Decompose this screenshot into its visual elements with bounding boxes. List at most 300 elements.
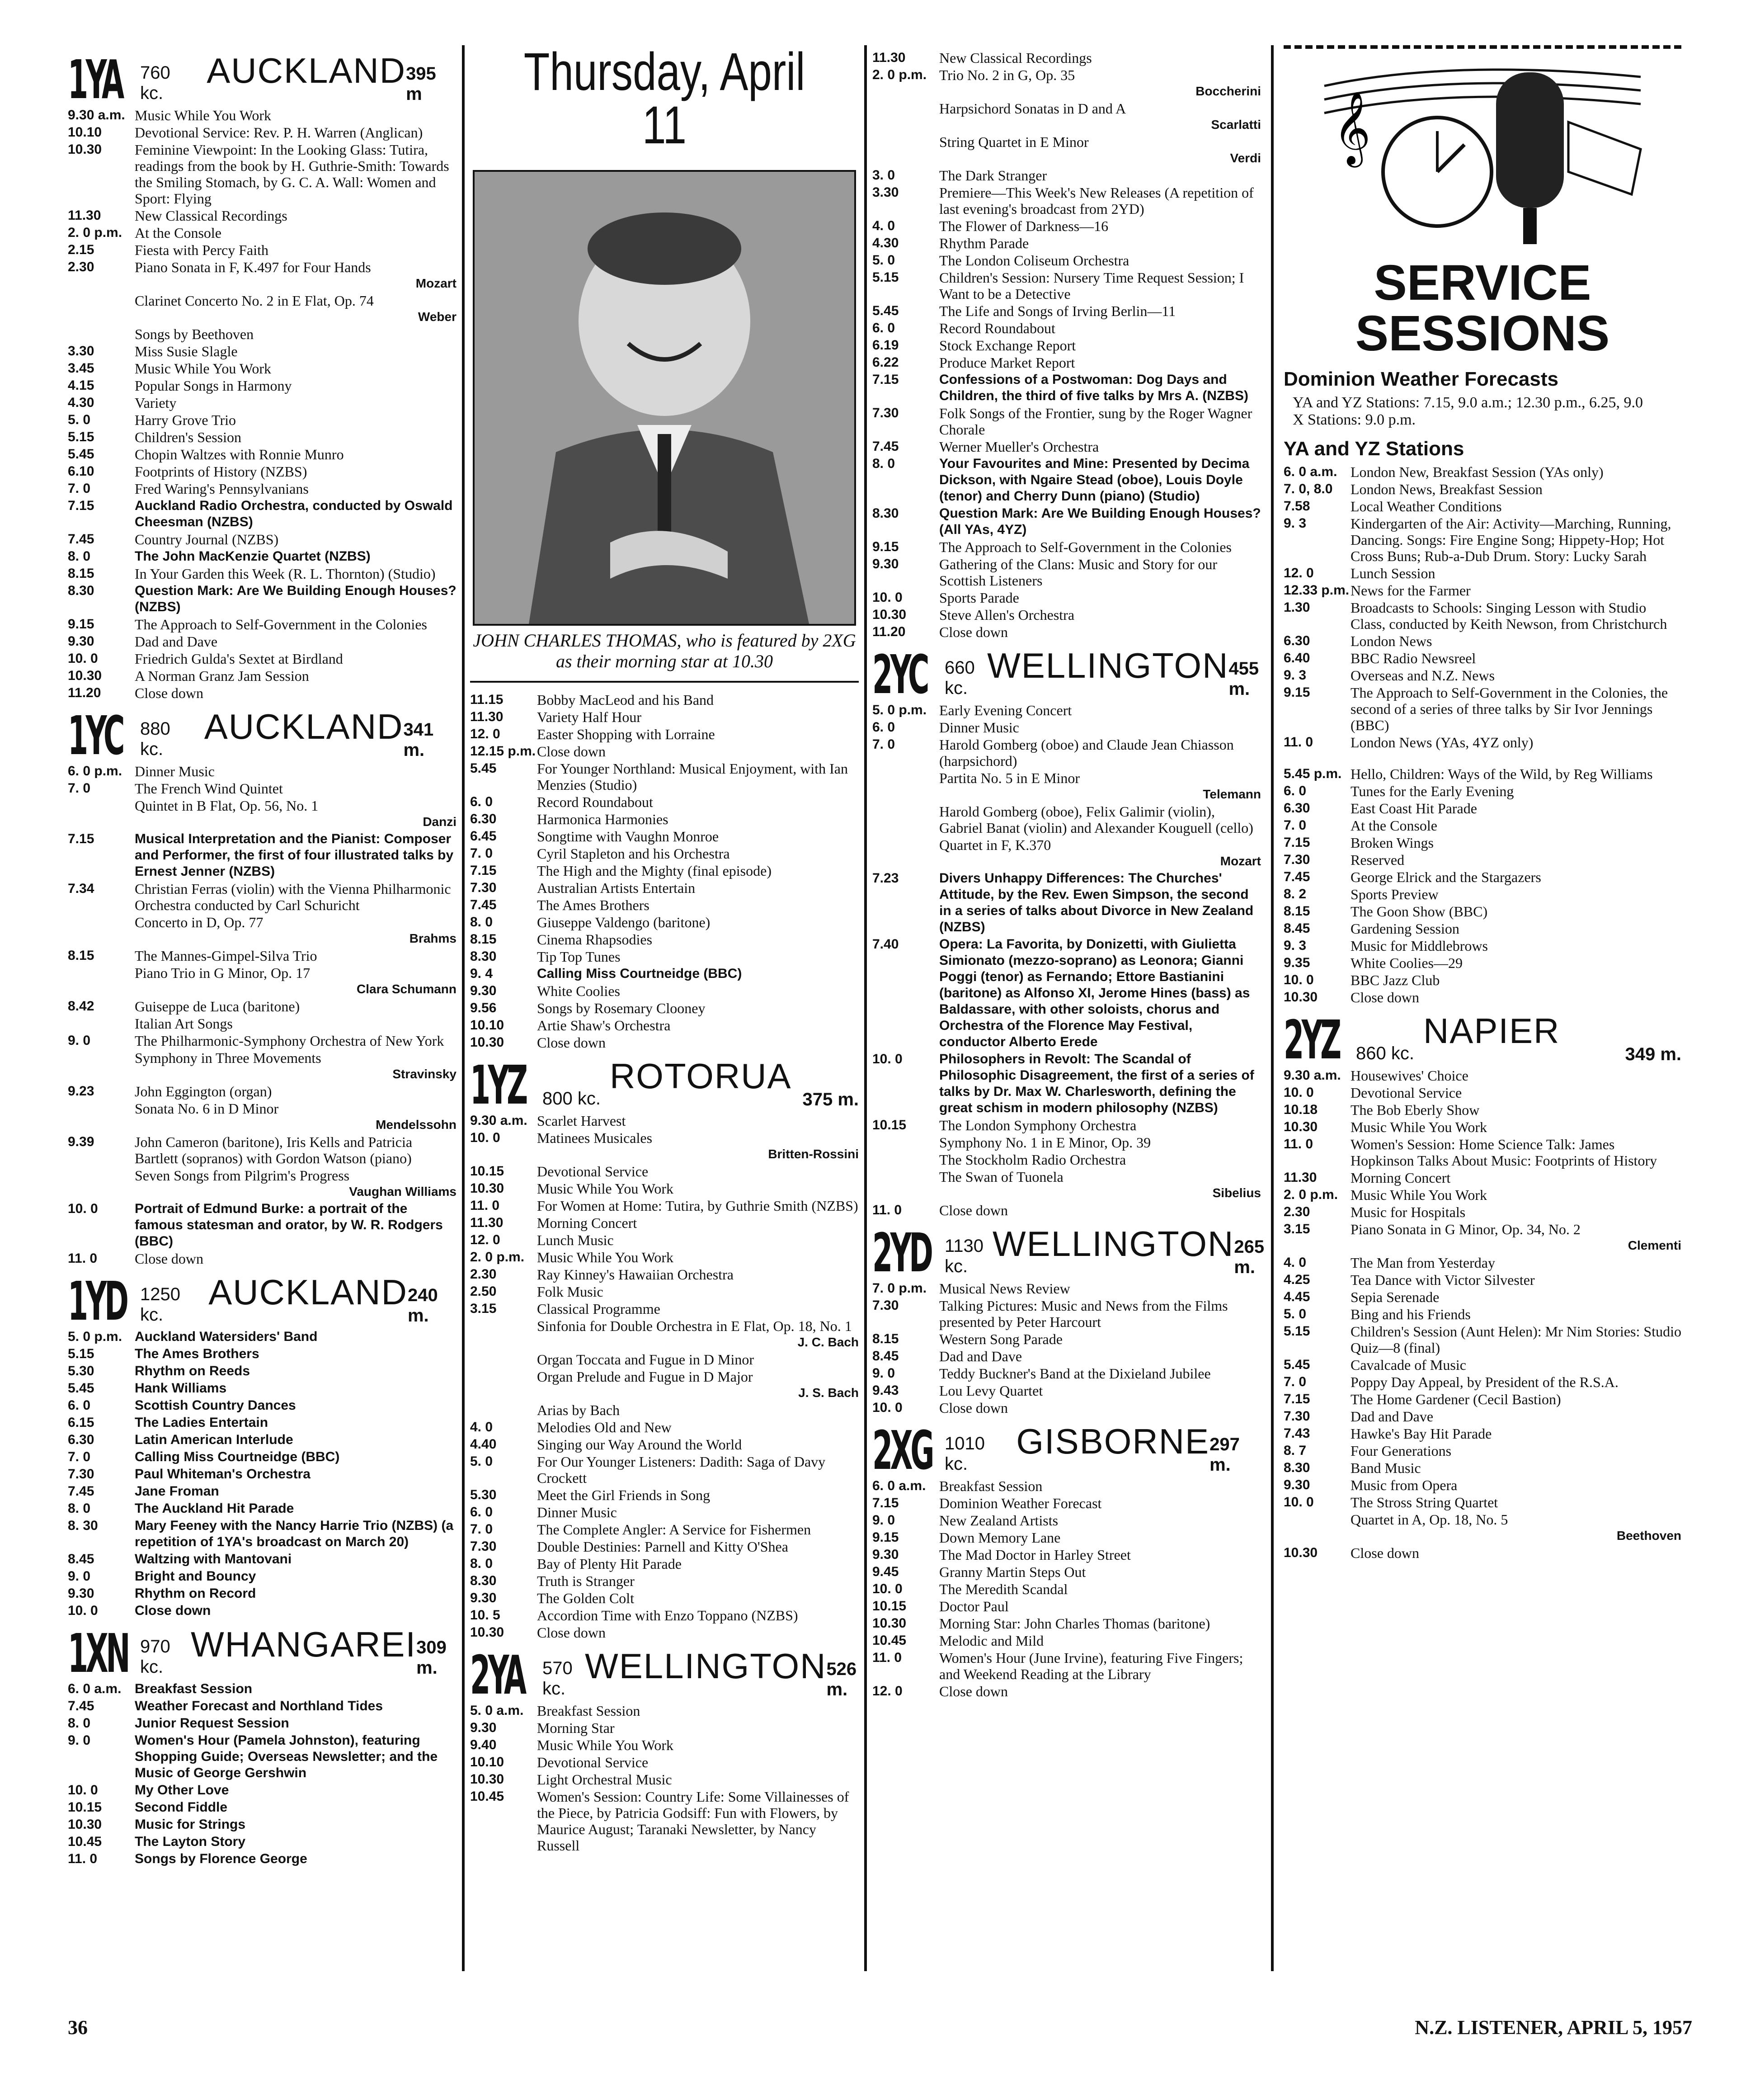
programme-title xyxy=(1351,1272,1681,1288)
programme-time: 7.45 xyxy=(68,532,94,547)
programme-text: Variety Half Hour xyxy=(537,709,642,725)
programme-title xyxy=(537,1284,859,1300)
programme-title xyxy=(1351,1408,1681,1425)
programme-title xyxy=(135,1015,456,1032)
station-call-sign: 2YC xyxy=(872,643,927,706)
programme-time: 11. 0 xyxy=(872,1650,902,1665)
station-city: AUCKLAND xyxy=(208,1272,408,1312)
programme-item xyxy=(1284,800,1681,816)
programme-item xyxy=(872,67,1261,99)
yz-heading: YA and YZ Stations xyxy=(1284,438,1464,460)
programme-time: 9.40 xyxy=(470,1737,497,1752)
programme-time xyxy=(68,1015,135,1032)
programme-title xyxy=(939,1598,1261,1614)
programme-text: Your Favourites and Mine: Presented by Decima Dickson, with Ngaire Stead (oboe), Louis Doyle (tenor) and Cherry Dunn (piano) (Studio) xyxy=(939,456,1250,504)
programme-item xyxy=(470,1771,859,1788)
station-wavelength: 240 m. xyxy=(407,1285,438,1326)
programme-title xyxy=(939,1202,1261,1218)
programme-text: Light Orchestral Music xyxy=(537,1771,672,1788)
programme-title xyxy=(939,50,1261,66)
programme-item xyxy=(470,1436,859,1453)
programme-title xyxy=(135,965,456,997)
programme-title xyxy=(537,1789,859,1854)
programme-text: Australian Artists Entertain xyxy=(537,880,696,896)
programme-item xyxy=(470,1034,859,1051)
programme-time: 3.45 xyxy=(68,361,94,376)
programme-item xyxy=(872,1598,1261,1614)
programme-item xyxy=(68,1799,456,1816)
microphone-clock-icon xyxy=(1315,59,1650,249)
programme-text: Bing and his Friends xyxy=(1351,1306,1471,1322)
programme-text: Dinner Music xyxy=(939,719,1019,736)
programme-text: Overseas and N.Z. News xyxy=(1351,667,1495,684)
programme-time: 7.15 xyxy=(872,372,899,387)
programme-text: Weather Forecast and Northland Tides xyxy=(135,1699,383,1713)
portrait-image xyxy=(475,172,854,624)
programme-title xyxy=(939,269,1261,302)
programme-item xyxy=(1284,1289,1681,1305)
programme-title xyxy=(537,1130,859,1162)
programme-time xyxy=(68,326,135,342)
programme-text: At the Console xyxy=(1351,817,1437,834)
programme-time: 10.30 xyxy=(872,607,907,622)
programme-item xyxy=(470,1000,859,1016)
programme-time: 10.45 xyxy=(68,1834,102,1849)
programme-text: Meet the Girl Friends in Song xyxy=(537,1487,711,1503)
programme-title xyxy=(537,1232,859,1248)
programme-title xyxy=(135,1551,456,1567)
programme-title xyxy=(135,914,456,947)
programme-item xyxy=(872,505,1261,538)
programme-time: 8. 2 xyxy=(1284,887,1307,901)
programme-item xyxy=(872,100,1261,133)
programme-time: 7.30 xyxy=(1284,1409,1310,1424)
programme-text: Close down xyxy=(135,685,203,701)
programme-item xyxy=(872,936,1261,1050)
programme-text: Music While You Work xyxy=(537,1249,674,1265)
programme-title xyxy=(537,1266,859,1283)
programme-time: 10.30 xyxy=(470,1035,504,1050)
programme-time: 8.15 xyxy=(68,948,94,963)
programme-title xyxy=(537,1402,859,1418)
programme-item xyxy=(1284,582,1681,599)
programme-title xyxy=(1351,800,1681,816)
programme-item xyxy=(68,1380,456,1397)
programme-title xyxy=(1351,783,1681,799)
programme-text: Tunes for the Early Evening xyxy=(1351,783,1514,799)
programme-text: The Mannes-Gimpel-Silva Trio xyxy=(135,948,317,964)
programme-time: 8.15 xyxy=(872,1331,899,1346)
programme-item xyxy=(68,1415,456,1431)
programme-title xyxy=(537,966,859,982)
station-block xyxy=(1284,1010,1681,1561)
programme-time: 5. 0 a.m. xyxy=(470,1703,524,1718)
programme-item xyxy=(68,1397,456,1414)
programme-time: 2. 0 p.m. xyxy=(872,67,927,82)
programme-item xyxy=(68,668,456,684)
programme-time: 9.56 xyxy=(470,1000,497,1015)
programme-title xyxy=(537,709,859,725)
programme-item xyxy=(470,1419,859,1435)
programme-text: The Home Gardener (Cecil Bastion) xyxy=(1351,1391,1561,1407)
programme-item xyxy=(68,998,456,1015)
programme-title xyxy=(1351,1119,1681,1135)
programme-time: 5.45 xyxy=(1284,1357,1310,1372)
programme-text: Four Generations xyxy=(1351,1443,1452,1459)
programme-text: Fiesta with Percy Faith xyxy=(135,242,268,258)
programme-item xyxy=(68,1782,456,1798)
station-frequency: 760 kc. xyxy=(140,63,170,103)
programme-title xyxy=(1351,1374,1681,1390)
programme-item xyxy=(68,1167,456,1200)
programme-title xyxy=(135,1329,456,1345)
station-block xyxy=(68,50,456,701)
programme-title xyxy=(1351,1221,1681,1254)
programme-title xyxy=(939,556,1261,589)
programme-text: Housewives' Choice xyxy=(1351,1067,1468,1084)
programme-title xyxy=(135,1449,456,1465)
programme-time xyxy=(1284,1511,1351,1544)
composer: Danzi xyxy=(423,815,456,829)
programme-time: 10. 0 xyxy=(872,1052,903,1067)
programme-title xyxy=(1351,1443,1681,1459)
programme-time xyxy=(872,1169,939,1201)
programme-item xyxy=(872,1529,1261,1546)
programme-text: Close down xyxy=(939,1202,1008,1218)
programme-time: 6. 0 a.m. xyxy=(68,1681,122,1696)
programme-time: 10. 0 xyxy=(470,1130,500,1145)
programme-text: Organ Toccata and Fugue in D Minor xyxy=(537,1351,754,1368)
programme-text: Folk Music xyxy=(537,1284,603,1300)
programme-time: 12. 0 xyxy=(872,1684,903,1699)
programme-time: 6.40 xyxy=(1284,651,1310,665)
programme-text: Breakfast Session xyxy=(135,1681,253,1696)
programme-text: Women's Session: Country Life: Some Villainesses of the Piece, by Patricia Godsiff: Fun with Flowers, by Maurice August; Taranaki Newsletter, by Nancy Russell xyxy=(537,1789,849,1854)
programme-text: Breakfast Session xyxy=(939,1478,1043,1494)
programme-title xyxy=(939,167,1261,184)
programme-item xyxy=(872,1615,1261,1632)
programme-time: 10.15 xyxy=(470,1164,504,1179)
programme-item xyxy=(470,931,859,948)
programme-title xyxy=(1351,1204,1681,1220)
programme-text: Dad and Dave xyxy=(939,1348,1022,1364)
programme-title xyxy=(1351,835,1681,851)
programme-text: Concerto in D, Op. 77 xyxy=(135,914,264,930)
programme-text: Devotional Service xyxy=(537,1754,649,1770)
programme-title xyxy=(939,1633,1261,1649)
programme-title xyxy=(1351,667,1681,684)
programme-title xyxy=(1351,1425,1681,1442)
programme-item xyxy=(470,949,859,965)
programme-text: Quintet in B Flat, Op. 56, No. 1 xyxy=(135,798,319,814)
programme-item xyxy=(68,965,456,997)
programme-item xyxy=(68,395,456,411)
programme-text: Easter Shopping with Lorraine xyxy=(537,726,715,742)
programme-item xyxy=(872,439,1261,455)
programme-time: 12.15 p.m. xyxy=(470,744,536,759)
programme-text: BBC Radio Newsreel xyxy=(1351,650,1476,666)
programme-text: Dinner Music xyxy=(537,1504,617,1520)
programme-title xyxy=(939,184,1261,217)
programme-time: 7.15 xyxy=(1284,835,1310,850)
programme-title xyxy=(135,1380,456,1397)
programme-item xyxy=(872,702,1261,718)
programme-title xyxy=(135,326,456,342)
programme-text: New Zealand Artists xyxy=(939,1512,1059,1529)
programme-title xyxy=(135,616,456,632)
programme-time: 8.45 xyxy=(1284,921,1310,936)
station-city: NAPIER xyxy=(1423,1011,1560,1051)
station-frequency: 1130 kc. xyxy=(945,1236,984,1276)
programme-title xyxy=(939,372,1261,404)
programme-item xyxy=(68,881,456,913)
programme-time: 11. 0 xyxy=(68,1851,98,1866)
station-frequency: 1010 kc. xyxy=(945,1434,985,1474)
station-frequency: 570 kc. xyxy=(542,1658,573,1699)
composer: Beethoven xyxy=(1616,1529,1681,1543)
programme-item xyxy=(470,1573,859,1589)
programme-time: 6.30 xyxy=(1284,801,1310,816)
programme-title xyxy=(135,1201,456,1250)
programme-item xyxy=(872,1512,1261,1529)
programme-title xyxy=(1351,852,1681,868)
programme-text: Close down xyxy=(1351,989,1419,1005)
programme-text: Women's Hour (June Irvine), featuring Five Fingers; and Weekend Reading at the Library xyxy=(939,1650,1243,1682)
programme-time: 9.30 xyxy=(1284,1477,1310,1492)
programme-text: Songs by Florence George xyxy=(135,1851,307,1866)
programme-time: 5.30 xyxy=(68,1364,94,1378)
programme-title xyxy=(939,936,1261,1050)
composer: Stravinsky xyxy=(392,1067,456,1081)
programme-item xyxy=(68,1100,456,1133)
programme-text: Children's Session: Nursery Time Request Session; I Want to be a Detective xyxy=(939,269,1244,302)
composer: Boccherini xyxy=(1195,84,1261,98)
programme-text: Lou Levy Quartet xyxy=(939,1383,1043,1399)
programme-text: The Ames Brothers xyxy=(135,1346,259,1361)
programme-title xyxy=(537,1624,859,1641)
programme-time: 4.40 xyxy=(470,1437,497,1452)
programme-item xyxy=(68,1603,456,1619)
programme-item xyxy=(470,1369,859,1401)
programme-time: 10.15 xyxy=(872,1118,907,1133)
programme-item xyxy=(1284,1511,1681,1544)
programme-title xyxy=(1351,972,1681,988)
station-frequency: 660 kc. xyxy=(945,658,975,698)
programme-title xyxy=(135,142,456,207)
programme-time: 10. 0 xyxy=(68,651,98,666)
programme-item xyxy=(68,1466,456,1482)
programme-title xyxy=(537,1180,859,1197)
programme-title xyxy=(939,1400,1261,1416)
programme-item xyxy=(1284,481,1681,497)
programme-item xyxy=(872,252,1261,269)
programme-time: 8.30 xyxy=(872,506,899,521)
programme-item xyxy=(470,1538,859,1555)
programme-title xyxy=(135,124,456,141)
programme-item xyxy=(470,1487,859,1503)
programme-text: The Meredith Scandal xyxy=(939,1581,1068,1597)
programme-item xyxy=(470,726,859,742)
programme-time: 10.10 xyxy=(68,125,102,140)
programme-title xyxy=(537,1000,859,1016)
portrait-photo xyxy=(473,170,856,626)
programme-text: Portrait of Edmund Burke: a portrait of the famous statesman and orator, by W. R. Rodgers (BBC) xyxy=(135,1201,443,1249)
programme-item xyxy=(1284,1221,1681,1254)
programme-item xyxy=(470,1215,859,1231)
programme-title xyxy=(939,1134,1261,1151)
programme-item xyxy=(470,1402,859,1418)
programme-title xyxy=(135,1698,456,1714)
programme-time: 4. 0 xyxy=(872,218,895,233)
programme-item xyxy=(470,828,859,845)
programme-time: 8.42 xyxy=(68,999,94,1014)
programme-time: 6. 0 xyxy=(1284,783,1307,798)
service-title-line1: SERVICE xyxy=(1374,255,1591,311)
programme-time: 7.43 xyxy=(1284,1426,1310,1441)
programme-text: Musical Interpretation and the Pianist: Composer and Performer, the first of four illustrated talks by Ernest Jenner (NZBS) xyxy=(135,831,454,879)
page-number: 36 xyxy=(68,2016,88,2039)
programme-title xyxy=(135,998,456,1015)
programme-text: Stock Exchange Report xyxy=(939,337,1076,354)
programme-title xyxy=(135,1033,456,1049)
programme-text: The Approach to Self-Government in the Colonies xyxy=(135,616,427,632)
programme-item xyxy=(872,803,1261,836)
programme-item xyxy=(872,837,1261,869)
station-block xyxy=(470,1645,859,1854)
programme-text: Quartet in F, K.370 xyxy=(939,837,1051,853)
programme-title xyxy=(939,1512,1261,1529)
programme-title xyxy=(1351,938,1681,954)
programme-item xyxy=(872,1547,1261,1563)
programme-title xyxy=(537,743,859,760)
programme-text: Down Memory Lane xyxy=(939,1529,1061,1546)
programme-title xyxy=(939,320,1261,336)
programme-time: 11.30 xyxy=(872,50,906,65)
programme-time: 9. 3 xyxy=(1284,668,1307,683)
programme-text: The Bob Eberly Show xyxy=(1351,1102,1480,1118)
programme-text: Sports Parade xyxy=(939,590,1019,606)
programme-item xyxy=(1284,1136,1681,1169)
programme-title xyxy=(135,1834,456,1850)
programme-time: 5.30 xyxy=(470,1487,497,1502)
programme-time: 7.15 xyxy=(68,498,94,513)
programme-time: 6. 0 a.m. xyxy=(872,1478,926,1493)
programme-time: 6. 0 a.m. xyxy=(1284,464,1337,479)
programme-item xyxy=(470,1703,859,1719)
programme-text: Record Roundabout xyxy=(939,320,1055,336)
programme-item xyxy=(1284,515,1681,564)
station-call-sign: 1YA xyxy=(68,48,122,111)
programme-time: 6. 0 p.m. xyxy=(68,764,122,779)
station-header xyxy=(470,1644,859,1706)
programme-time: 2.30 xyxy=(1284,1204,1310,1219)
programme-title xyxy=(1351,684,1681,733)
programme-time: 9. 3 xyxy=(1284,516,1307,531)
programme-text: Truth is Stranger xyxy=(537,1573,635,1589)
programme-title xyxy=(135,498,456,530)
programme-text: Accordion Time with Enzo Toppano (NZBS) xyxy=(537,1607,798,1623)
programme-item xyxy=(1284,1067,1681,1084)
programme-text: Reserved xyxy=(1351,852,1405,868)
station-call-sign: 1YC xyxy=(68,704,122,767)
programme-text: Talking Pictures: Music and News from the Films presented by Peter Harcourt xyxy=(939,1298,1228,1330)
programme-item xyxy=(470,1504,859,1520)
programme-time xyxy=(470,1318,537,1350)
programme-text: Harry Grove Trio xyxy=(135,412,236,428)
programme-text: Melodic and Mild xyxy=(939,1633,1044,1649)
programme-title xyxy=(537,914,859,930)
programme-title xyxy=(939,539,1261,555)
programme-title xyxy=(135,1483,456,1500)
programme-item xyxy=(470,1017,859,1033)
programme-time: 3. 0 xyxy=(872,168,895,183)
programme-time: 7.45 xyxy=(68,1699,94,1713)
composer: Clementi xyxy=(1628,1238,1681,1252)
programme-title xyxy=(537,1771,859,1788)
programme-item xyxy=(68,1363,456,1379)
programme-title xyxy=(939,505,1261,538)
programme-text: Songs by Rosemary Clooney xyxy=(537,1000,706,1016)
programme-text: Local Weather Conditions xyxy=(1351,498,1502,514)
programme-title xyxy=(1351,498,1681,514)
programme-item xyxy=(470,760,859,793)
programme-time: 10. 0 xyxy=(872,590,903,605)
programme-title xyxy=(537,931,859,948)
programme-title xyxy=(1351,1085,1681,1101)
programme-text: Werner Mueller's Orchestra xyxy=(939,439,1099,455)
programme-text: Music While You Work xyxy=(1351,1187,1487,1203)
programme-item xyxy=(68,583,456,615)
programme-time: 7.30 xyxy=(872,406,899,420)
station-city: AUCKLAND xyxy=(207,51,406,90)
programme-title xyxy=(135,1586,456,1602)
programme-text: Paul Whiteman's Orchestra xyxy=(135,1467,311,1482)
programme-time: 8.30 xyxy=(1284,1460,1310,1475)
programme-text: The Goon Show (BBC) xyxy=(1351,903,1488,920)
programme-item xyxy=(872,1348,1261,1364)
programme-title xyxy=(135,685,456,701)
programme-time: 10.15 xyxy=(68,1800,102,1815)
programme-text: The Ladies Entertain xyxy=(135,1415,268,1430)
programme-item xyxy=(68,1015,456,1032)
programme-time: 10. 0 xyxy=(68,1201,98,1216)
composer: Weber xyxy=(418,310,456,324)
programme-item xyxy=(470,1453,859,1486)
programme-title xyxy=(135,1100,456,1133)
programme-text: Piano Sonata in G Minor, Op. 34, No. 2 xyxy=(1351,1221,1581,1237)
programme-time: 7.15 xyxy=(872,1496,899,1510)
programme-title xyxy=(135,948,456,964)
programme-item xyxy=(68,498,456,530)
programme-text: Songtime with Vaughn Monroe xyxy=(537,828,719,845)
programme-time: 10.30 xyxy=(68,668,102,683)
programme-title xyxy=(537,1573,859,1589)
programme-item xyxy=(1284,852,1681,868)
programme-item xyxy=(872,870,1261,935)
programme-item xyxy=(872,1650,1261,1682)
programme-title xyxy=(537,1720,859,1736)
station-block xyxy=(68,1623,456,1867)
programme-item xyxy=(872,1331,1261,1347)
programme-time: 7.45 xyxy=(68,1484,94,1499)
programme-text: White Coolies—29 xyxy=(1351,955,1463,971)
programme-item xyxy=(470,863,859,879)
programme-title xyxy=(135,1681,456,1697)
programme-title xyxy=(135,1466,456,1482)
programme-text: Children's Session xyxy=(135,429,241,445)
programme-title xyxy=(1351,650,1681,666)
programme-text: Matinees Musicales xyxy=(537,1130,653,1146)
